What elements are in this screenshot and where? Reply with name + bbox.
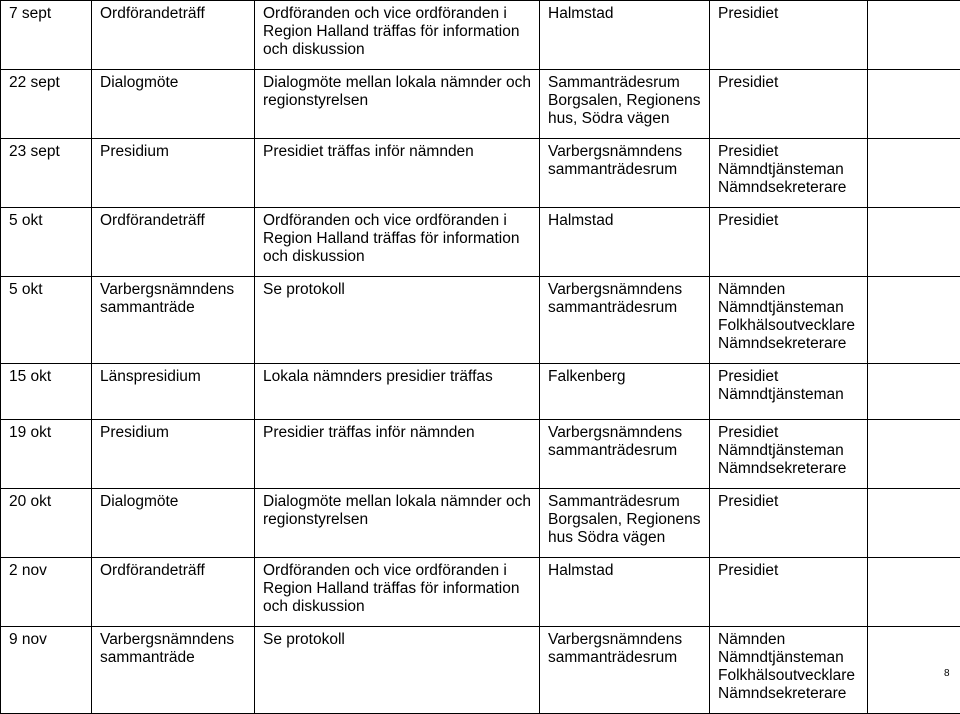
location-cell [540,558,710,627]
page-number: 8 [944,668,950,679]
participants-cell-line: Nämnden [718,281,867,299]
empty-cell [868,489,960,558]
empty-cell [868,1,960,70]
empty-cell [868,558,960,627]
description-cell [255,208,540,277]
participants-cell-line: Nämndtjänsteman [718,386,867,404]
participants-cell [710,277,868,364]
schedule-body [1,1,960,714]
participants-cell [710,489,868,558]
description-cell [255,489,540,558]
participants-cell-line: Presidiet [718,5,867,23]
type-cell: Presidium [92,420,255,489]
table-row [1,139,960,208]
description-cell [255,627,540,714]
type-cell: Ordförandeträff [92,208,255,277]
location-cell-line: Borgsalen, Regionens [548,511,709,529]
empty-cell [868,277,960,364]
description-cell-line: Se protokoll [263,281,539,299]
date-cell: 23 sept [1,139,92,208]
participants-cell-line: Nämndsekreterare [718,460,867,478]
date-cell: 5 okt [1,277,92,364]
participants-cell-line: Nämndsekreterare [718,685,867,703]
date-cell: 22 sept [1,70,92,139]
description-cell-line: och diskussion [263,41,539,59]
table-row [1,70,960,139]
description-cell [255,420,540,489]
description-cell-line: Dialogmöte mellan lokala nämnder och [263,493,539,511]
location-cell-line: hus Södra vägen [548,529,709,547]
description-cell-line: Region Halland träffas för information [263,23,539,41]
description-cell-line: och diskussion [263,598,539,616]
table-row [1,489,960,558]
participants-cell-line: Nämndtjänsteman [718,161,867,179]
location-cell-line: sammanträdesrum [548,161,709,179]
participants-cell-line: Presidiet [718,212,867,230]
description-cell-line: Lokala nämnders presidier träffas [263,368,539,386]
date-cell: 20 okt [1,489,92,558]
location-cell-line: hus, Södra vägen [548,110,709,128]
empty-cell [868,364,960,420]
date-cell: 9 nov [1,627,92,714]
description-cell-line: Dialogmöte mellan lokala nämnder och [263,74,539,92]
participants-cell-line: Nämndsekreterare [718,335,867,353]
description-cell-line: regionstyrelsen [263,92,539,110]
date-cell: 19 okt [1,420,92,489]
description-cell [255,139,540,208]
location-cell-line: sammanträdesrum [548,649,709,667]
participants-cell [710,208,868,277]
table-row [1,627,960,714]
participants-cell-line: Presidiet [718,424,867,442]
location-cell [540,139,710,208]
table-row [1,277,960,364]
location-cell [540,70,710,139]
description-cell [255,1,540,70]
location-cell-line: Halmstad [548,562,709,580]
participants-cell-line: Nämndtjänsteman [718,442,867,460]
table-row [1,420,960,489]
location-cell-line: Sammanträdesrum [548,493,709,511]
table-row [1,208,960,277]
participants-cell [710,558,868,627]
empty-cell [868,420,960,489]
participants-cell-line: Nämndtjänsteman [718,299,867,317]
description-cell [255,277,540,364]
location-cell-line: Falkenberg [548,368,709,386]
location-cell [540,277,710,364]
type-cell: Dialogmöte [92,489,255,558]
location-cell-line: Varbergsnämndens [548,143,709,161]
description-cell [255,70,540,139]
type-cell: Presidium [92,139,255,208]
participants-cell-line: Nämndsekreterare [718,179,867,197]
description-cell-line: regionstyrelsen [263,511,539,529]
type-cell: Länspresidium [92,364,255,420]
participants-cell [710,139,868,208]
location-cell-line: sammanträdesrum [548,442,709,460]
location-cell-line: Sammanträdesrum [548,74,709,92]
location-cell-line: Varbergsnämndens [548,424,709,442]
description-cell-line: Presidier träffas inför nämnden [263,424,539,442]
location-cell-line: sammanträdesrum [548,299,709,317]
participants-cell [710,1,868,70]
participants-cell-line: Presidiet [718,143,867,161]
description-cell-line: Region Halland träffas för information [263,580,539,598]
description-cell-line: och diskussion [263,248,539,266]
location-cell-line: Halmstad [548,212,709,230]
participants-cell-line: Folkhälsoutvecklare [718,317,867,335]
location-cell [540,364,710,420]
description-cell [255,364,540,420]
location-cell-line: Varbergsnämndens [548,631,709,649]
participants-cell-line: Nämndtjänsteman [718,649,867,667]
type-cell: Dialogmöte [92,70,255,139]
description-cell-line: Ordföranden och vice ordföranden i [263,212,539,230]
participants-cell [710,420,868,489]
empty-cell [868,208,960,277]
date-cell: 5 okt [1,208,92,277]
location-cell [540,208,710,277]
participants-cell-line: Presidiet [718,74,867,92]
description-cell-line: Ordföranden och vice ordföranden i [263,562,539,580]
type-cell: Ordförandeträff [92,558,255,627]
table-row [1,364,960,420]
location-cell [540,1,710,70]
empty-cell [868,139,960,208]
type-cell: Ordförandeträff [92,1,255,70]
description-cell-line: Se protokoll [263,631,539,649]
date-cell: 15 okt [1,364,92,420]
location-cell [540,420,710,489]
description-cell-line: Ordföranden och vice ordföranden i [263,5,539,23]
description-cell-line: Presidiet träffas inför nämnden [263,143,539,161]
table-row [1,1,960,70]
location-cell [540,627,710,714]
empty-cell [868,70,960,139]
date-cell: 2 nov [1,558,92,627]
location-cell-line: Borgsalen, Regionens [548,92,709,110]
type-cell: Varbergsnämndens sammanträde [92,627,255,714]
date-cell: 7 sept [1,1,92,70]
participants-cell-line: Nämnden [718,631,867,649]
type-cell: Varbergsnämndens sammanträde [92,277,255,364]
description-cell [255,558,540,627]
participants-cell [710,70,868,139]
location-cell-line: Varbergsnämndens [548,281,709,299]
participants-cell [710,627,868,714]
description-cell-line: Region Halland träffas för information [263,230,539,248]
location-cell-line: Halmstad [548,5,709,23]
location-cell [540,489,710,558]
participants-cell-line: Folkhälsoutvecklare [718,667,867,685]
participants-cell-line: Presidiet [718,493,867,511]
table-row [1,558,960,627]
participants-cell [710,364,868,420]
participants-cell-line: Presidiet [718,368,867,386]
participants-cell-line: Presidiet [718,562,867,580]
